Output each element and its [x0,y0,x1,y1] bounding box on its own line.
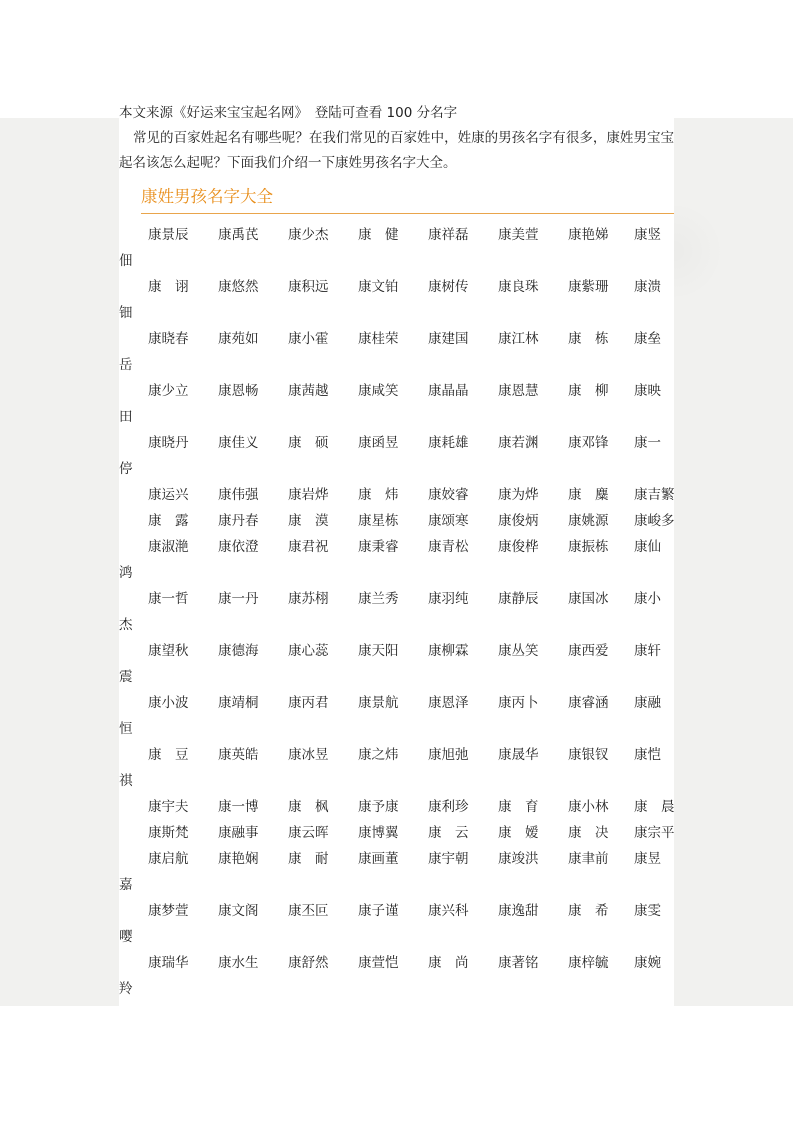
name-overflow: 鸿 [119,565,133,581]
name-entry: 康 育 [498,799,539,815]
name-entry: 康若渊 [498,435,539,451]
name-entry: 康英皓 [218,747,259,763]
name-entry: 康君祝 [288,539,329,555]
name-entry: 康宇朝 [428,851,469,867]
name-entry: 康竖 [634,227,661,243]
name-entry: 康 健 [358,227,399,243]
name-entry: 康竣洪 [498,851,539,867]
name-entry: 康俊炳 [498,513,539,529]
name-entry: 康逸甜 [498,903,539,919]
name-entry: 康 栋 [568,331,609,347]
name-entry: 康丙卜 [498,695,539,711]
names-list [119,222,674,1002]
name-entry: 康静辰 [498,591,539,607]
name-entry: 康 柳 [568,383,609,399]
name-entry: 康宗平 [634,825,675,841]
name-entry: 康 硕 [288,435,329,451]
name-entry: 康 决 [568,825,609,841]
name-entry: 康梦萱 [148,903,189,919]
name-row [119,508,674,534]
name-entry: 康文阁 [218,903,259,919]
name-entry: 康为烨 [498,487,539,503]
name-entry: 康垒 [634,331,661,347]
name-entry: 康星栋 [358,513,399,529]
name-entry: 康子谨 [358,903,399,919]
name-entry: 康之炜 [358,747,399,763]
name-entry: 康 希 [568,903,609,919]
name-row [119,274,674,300]
name-entry: 康依澄 [218,539,259,555]
name-entry: 康晓丹 [148,435,189,451]
name-entry: 康青松 [428,539,469,555]
name-row [119,222,674,248]
name-entry: 康著铭 [498,955,539,971]
name-entry: 康恺 [634,747,661,763]
name-entry: 康景辰 [148,227,189,243]
name-entry: 康心蕊 [288,643,329,659]
name-entry: 康 云 [428,825,469,841]
name-overflow: 嘉 [119,877,133,893]
name-row [119,950,674,976]
name-entry: 康博翼 [358,825,399,841]
name-entry: 康俊桦 [498,539,539,555]
name-entry: 康一哲 [148,591,189,607]
name-entry: 康丹春 [218,513,259,529]
name-entry: 康禹芪 [218,227,259,243]
name-entry: 康兴科 [428,903,469,919]
name-entry: 康仙 [634,539,661,555]
source-line: 本文来源《好运来宝宝起名网》 登陆可查看 100 分名字 [119,105,458,121]
name-row [119,690,674,716]
intro [119,126,674,176]
name-entry: 康峻多 [634,513,675,529]
name-entry: 康恩畅 [218,383,259,399]
name-entry: 康宇夫 [148,799,189,815]
name-row [119,482,674,508]
name-row [119,898,674,924]
name-overflow: 岳 [119,357,133,373]
name-row [119,378,674,404]
name-entry: 康溃 [634,279,661,295]
name-entry: 康昱 [634,851,661,867]
name-entry: 康佳义 [218,435,259,451]
name-overflow: 佃 [119,253,133,269]
name-entry: 康少立 [148,383,189,399]
name-entry: 康德海 [218,643,259,659]
name-entry: 康江林 [498,331,539,347]
name-row [119,326,674,352]
name-entry: 康运兴 [148,487,189,503]
name-entry: 康 诩 [148,279,189,295]
name-entry: 康小霍 [288,331,329,347]
name-entry: 康利珍 [428,799,469,815]
name-entry: 康 豆 [148,747,189,763]
name-entry: 康柳霖 [428,643,469,659]
name-entry: 康靖桐 [218,695,259,711]
name-entry: 康望秋 [148,643,189,659]
name-overflow: 田 [119,409,133,425]
name-entry: 康一博 [218,799,259,815]
name-row [119,846,674,872]
name-overflow: 停 [119,461,133,477]
name-entry: 康轩 [634,643,661,659]
name-entry: 康恩泽 [428,695,469,711]
name-entry: 康姚源 [568,513,609,529]
name-entry: 康融事 [218,825,259,841]
name-entry: 康恩慧 [498,383,539,399]
name-entry: 康苏栩 [288,591,329,607]
name-entry: 康邓锋 [568,435,609,451]
name-entry: 康小 [634,591,661,607]
name-overflow: 祺 [119,773,133,789]
name-entry: 康小林 [568,799,609,815]
name-entry: 康冰昱 [288,747,329,763]
name-entry: 康予康 [358,799,399,815]
name-entry: 康积远 [288,279,329,295]
name-entry: 康秉睿 [358,539,399,555]
name-entry: 康 耐 [288,851,329,867]
section-title: 康姓男孩名字大全 [141,182,674,214]
name-entry: 康启航 [148,851,189,867]
name-entry: 康 尚 [428,955,469,971]
name-entry: 康建国 [428,331,469,347]
name-entry: 康旭弛 [428,747,469,763]
name-overflow: 震 [119,669,133,685]
name-entry: 康画董 [358,851,399,867]
name-entry: 康睿涵 [568,695,609,711]
name-entry: 康文铂 [358,279,399,295]
name-entry: 康良珠 [498,279,539,295]
name-entry: 康苑如 [218,331,259,347]
name-entry: 康兰秀 [358,591,399,607]
name-entry: 康一 [634,435,661,451]
name-entry: 康融 [634,695,661,711]
name-entry: 康国冰 [568,591,609,607]
name-entry: 康斯梵 [148,825,189,841]
name-entry: 康耗雄 [428,435,469,451]
name-row [119,638,674,664]
name-row [119,534,674,560]
name-entry: 康少杰 [288,227,329,243]
name-entry: 康 露 [148,513,189,529]
name-entry: 康树传 [428,279,469,295]
name-entry: 康丛笑 [498,643,539,659]
name-row [119,794,674,820]
name-entry: 康梓毓 [568,955,609,971]
name-entry: 康晓春 [148,331,189,347]
name-entry: 康小波 [148,695,189,711]
name-overflow: 羚 [119,981,133,997]
name-row [119,430,674,456]
name-row [119,742,674,768]
name-entry: 康聿前 [568,851,609,867]
name-entry: 康函昱 [358,435,399,451]
name-entry: 康颂寒 [428,513,469,529]
name-overflow: 恒 [119,721,133,737]
name-entry: 康振栋 [568,539,609,555]
name-entry: 康瑞华 [148,955,189,971]
name-entry: 康茜越 [288,383,329,399]
name-entry: 康紫珊 [568,279,609,295]
article [119,100,674,1012]
name-entry: 康 漠 [288,513,329,529]
name-entry: 康 嫒 [498,825,539,841]
name-entry: 康婉 [634,955,661,971]
name-overflow: 嘤 [119,929,133,945]
name-entry: 康银钗 [568,747,609,763]
intro-paragraph: 常见的百家姓起名有哪些呢？在我们常见的百家姓中，姓康的男孩名字有很多，康姓男宝宝起名该怎么起呢？下面我们介绍一下康姓男孩名字大全。 [119,130,674,171]
name-entry: 康悠然 [218,279,259,295]
name-row [119,586,674,612]
name-entry: 康萱恺 [358,955,399,971]
name-entry: 康咸笑 [358,383,399,399]
name-entry: 康晟华 [498,747,539,763]
name-entry: 康伟强 [218,487,259,503]
name-entry: 康景航 [358,695,399,711]
name-entry: 康天阳 [358,643,399,659]
name-entry: 康 麋 [568,487,609,503]
name-entry: 康吉繁 [634,487,675,503]
name-entry: 康丕叵 [288,903,329,919]
name-entry: 康丙君 [288,695,329,711]
name-overflow: 杰 [119,617,133,633]
name-entry: 康云晖 [288,825,329,841]
name-entry: 康水生 [218,955,259,971]
name-entry: 康晶晶 [428,383,469,399]
name-row [119,820,674,846]
name-entry: 康姣睿 [428,487,469,503]
name-entry: 康岩烨 [288,487,329,503]
name-entry: 康 炜 [358,487,399,503]
name-entry: 康祥磊 [428,227,469,243]
name-entry: 康艳娣 [568,227,609,243]
name-entry: 康艳娴 [218,851,259,867]
name-entry: 康 晨 [634,799,675,815]
name-entry: 康雯 [634,903,661,919]
name-entry: 康一丹 [218,591,259,607]
name-entry: 康美萱 [498,227,539,243]
name-overflow: 钿 [119,305,133,321]
name-entry: 康羽纯 [428,591,469,607]
name-entry: 康桂荣 [358,331,399,347]
name-entry: 康淑滟 [148,539,189,555]
name-entry: 康舒然 [288,955,329,971]
name-entry: 康映 [634,383,661,399]
name-entry: 康西爱 [568,643,609,659]
name-entry: 康 枫 [288,799,329,815]
